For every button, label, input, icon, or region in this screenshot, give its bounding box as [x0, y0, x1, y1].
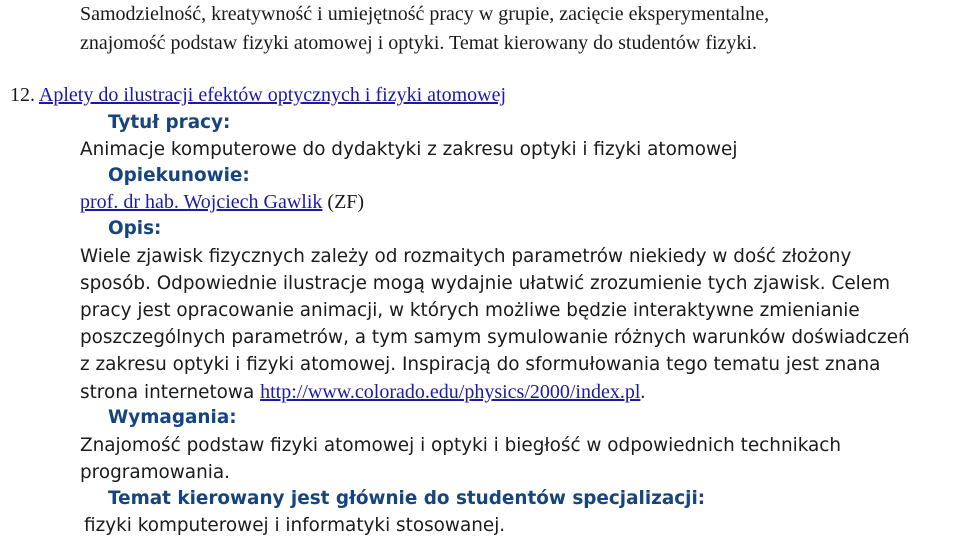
title-value: Animacje komputerowe do dydaktyki z zakresu optyki i fizyki atomowej — [80, 139, 738, 160]
description-label: Opis: — [108, 218, 162, 239]
topic-heading — [10, 82, 506, 108]
requirements-line: programowania. — [80, 462, 230, 483]
topic-number: 12. — [10, 84, 35, 106]
description-line: poszczególnych parametrów, a tym samym symulowanie różnych warunków doświadczeń — [80, 327, 910, 348]
supervisor-line — [80, 189, 364, 215]
supervisor-link[interactable]: prof. dr hab. Wojciech Gawlik — [80, 191, 323, 213]
description-line: pracy jest opracowanie animacji, w których możliwe będzie interaktywne zmienianie — [80, 300, 860, 321]
description-prefix: strona internetowa — [80, 382, 261, 403]
target-label: Temat kierowany jest głównie do studentów specjalizacji: — [108, 488, 706, 509]
requirements-line: Znajomość podstaw fizyki atomowej i optyki i biegłość w odpowiednich technikach — [80, 435, 842, 456]
description-line: Wiele zjawisk fizycznych zależy od rozmaitych parametrów niekiedy w dość złożony — [80, 246, 852, 267]
intro-line-2: znajomość podstaw fizyki atomowej i optyki. Temat kierowany do studentów fizyki. — [80, 32, 757, 54]
description-suffix: . — [640, 381, 646, 403]
requirements-label: Wymagania: — [108, 407, 237, 428]
supervisor-dept: (ZF) — [327, 191, 365, 213]
intro-line-1: Samodzielność, kreatywność i umiejętność pracy w grupie, zacięcie eksperymentalne, — [80, 3, 770, 25]
colorado-url-link[interactable]: http://www.colorado.edu/physics/2000/index.pl — [260, 381, 641, 403]
target-value: fizyki komputerowej i informatyki stosowanej. — [84, 515, 506, 536]
description-line: sposób. Odpowiednie ilustracje mogą wydajnie ułatwić zrozumienie tych zjawisk. Celem — [80, 273, 890, 294]
description-last-line — [80, 379, 645, 406]
description-line: z zakresu optyki i fizyki atomowej. Inspiracją do sformułowania tego tematu jest znana — [80, 354, 881, 375]
supervisors-label: Opiekunowie: — [108, 165, 250, 186]
title-label: Tytuł pracy: — [108, 112, 231, 133]
topic-title-link[interactable]: Aplety do ilustracji efektów optycznych i fizyki atomowej — [38, 84, 506, 106]
